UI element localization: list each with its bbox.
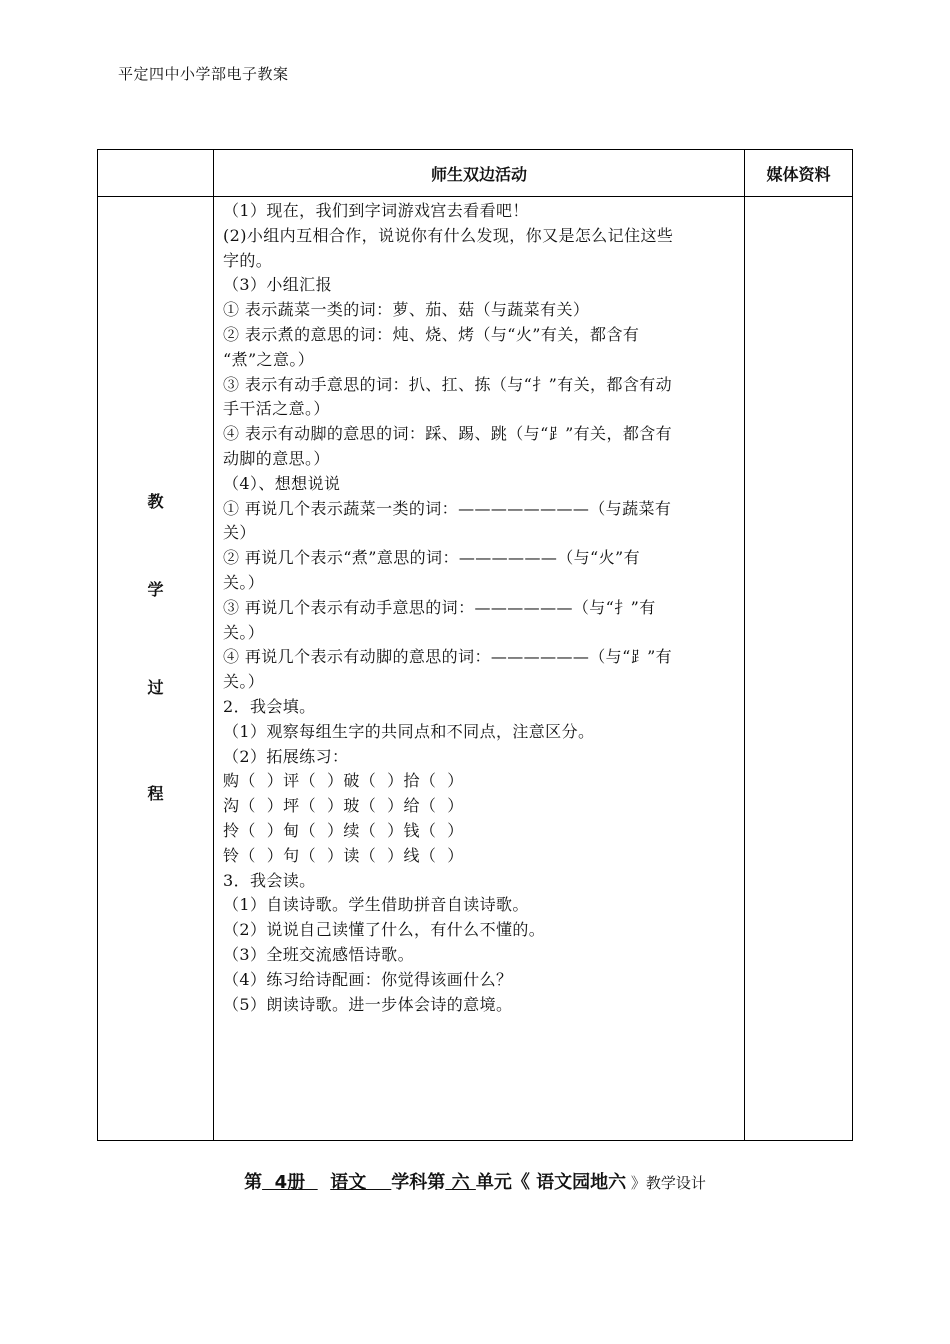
content-line: （5）朗读诗歌。进一步体会诗的意境。 [223,994,513,1014]
content-line: ④ 表示有动脚的意思的词：踩、踢、跳（与“⻊”有关，都含有 [223,424,673,444]
content-line: （1）观察每组生字的共同点和不同点，注意区分。 [223,721,595,741]
side-label-char: 过 [147,678,164,697]
school-header: 平定四中小学部电子教案 [118,65,289,83]
footer-part: 单元《 语文园地六 [475,1172,627,1193]
table-body-row [98,197,853,1141]
footer-part: 学科第 [391,1172,446,1193]
content-line: 动脚的意思。） [223,448,330,468]
footer-part [318,1172,331,1193]
footer-title [0,1168,950,1194]
content-line: 关。） [223,622,265,642]
content-line: 关。） [223,672,265,692]
content-line: （1）现在，我们到字词游戏宫去看看吧！ [223,201,529,220]
content-line: ③ 再说几个表示有动手意思的词：——————（与“扌”有 [223,597,656,617]
content-line: （3）小组汇报 [223,275,332,295]
vertical-label [98,197,213,1140]
footer-part: 第 [244,1172,263,1193]
media-content-cell [745,197,853,1141]
content-line: ① 表示蔬菜一类的词：萝、茄、菇（与蔬菜有关） [223,300,590,320]
content-line: 字的。 [223,250,273,270]
content-line: （2）说说自己读懂了什么，有什么不懂的。 [223,920,546,940]
content-line: 铃（ ）句（ ）读（ ）线（ ） [223,845,464,865]
content-line: 沟（ ）坪（ ）玻（ ）给（ ） [223,796,464,816]
content-line: （2）拓展练习： [223,746,349,766]
content-line: (2)小组内互相合作，说说你有什么发现，你又是怎么记住这些 [223,225,674,245]
activity-content-cell [214,197,745,1141]
content-line: 关） [223,523,256,543]
lesson-plan-table [97,149,853,1141]
footer-unit: 六 [445,1172,476,1193]
content-line: 2．我会填。 [223,696,316,716]
content-line: “煮”之意。） [223,349,315,369]
side-label-char: 学 [147,580,164,599]
content-line: （4）练习给诗配画：你觉得该画什么？ [223,969,513,989]
footer-volume: 4册 [262,1172,318,1193]
footer-part: 》教学设计 [626,1174,706,1192]
table-header-row [98,150,853,197]
content-line: 购（ ）评（ ）破（ ）拾（ ） [223,771,464,791]
side-label-char: 教 [147,492,164,511]
activity-content [214,197,744,1017]
content-line: ③ 表示有动手意思的词：扒、扛、拣（与“扌”有关，都含有动 [223,374,673,394]
activity-column-header: 师生双边活动 [214,150,745,197]
media-column-header: 媒体资料 [745,150,853,197]
side-label-cell [98,197,214,1141]
content-line: 手干活之意。） [223,399,330,419]
content-line: （4）、想想说说 [223,473,341,493]
content-line: ② 表示煮的意思的词：炖、烧、烤（与“火”有关，都含有 [223,324,640,344]
content-line: （1）自读诗歌。学生借助拼音自读诗歌。 [223,895,529,915]
footer-subject: 语文 [330,1172,392,1193]
content-line: ① 再说几个表示蔬菜一类的词：————————（与蔬菜有 [223,498,672,518]
label-column-header [98,150,214,197]
content-line: （3）全班交流感悟诗歌。 [223,944,414,964]
content-line: ② 再说几个表示“煮”意思的词：——————（与“火”有 [223,548,641,568]
content-line: 关。） [223,572,265,592]
content-line: 3．我会读。 [223,870,316,890]
content-line: ④ 再说几个表示有动脚的意思的词：——————（与“⻊”有 [223,647,673,667]
side-label-char: 程 [147,784,164,803]
content-line: 拎（ ）甸（ ）续（ ）钱（ ） [223,820,464,840]
